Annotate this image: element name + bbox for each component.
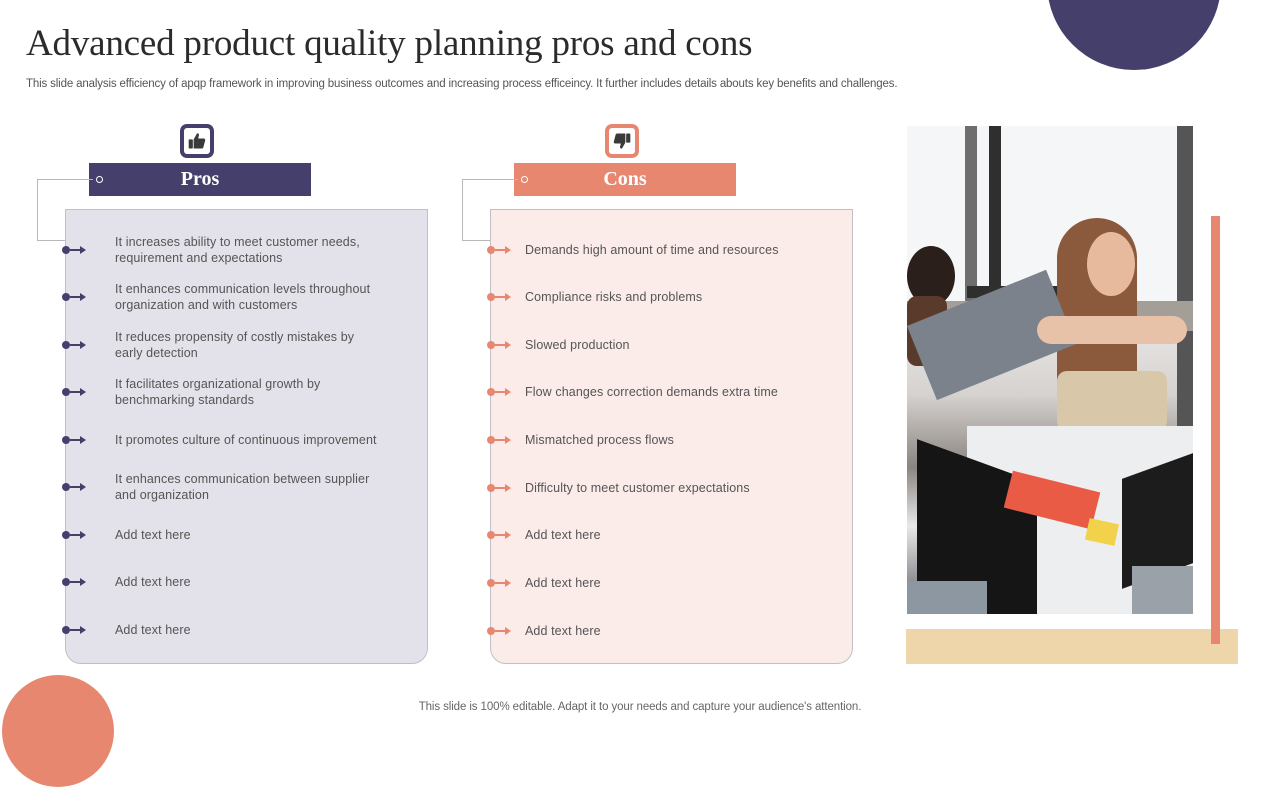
item-line-1: Add text here <box>525 576 601 590</box>
bullet-arrow-icon <box>62 293 86 301</box>
item-line-1: Mismatched process flows <box>525 433 674 447</box>
item-line-1: It reduces propensity of costly mistakes by <box>115 330 355 344</box>
bullet-arrow-icon <box>487 341 511 349</box>
cons-list-item <box>525 289 702 305</box>
sand-accent-bar <box>906 629 1238 664</box>
bullet-arrow-icon <box>62 531 86 539</box>
item-line-1: Add text here <box>115 575 191 589</box>
bullet-arrow-icon <box>487 246 511 254</box>
connector-node <box>96 176 103 183</box>
pros-icon-box <box>180 124 214 158</box>
cons-list-item <box>525 242 779 258</box>
bullet-arrow-icon <box>487 388 511 396</box>
pros-list-item <box>115 574 191 590</box>
pros-heading: Pros <box>180 168 220 190</box>
team-celebration-photo <box>907 126 1193 614</box>
bullet-arrow-icon <box>62 341 86 349</box>
decorative-circle-bottom <box>2 675 114 787</box>
bullet-arrow-icon <box>62 388 86 396</box>
slide-footer <box>0 701 1280 713</box>
cons-list-item <box>525 432 674 448</box>
cons-icon-box <box>605 124 639 158</box>
cons-list-item <box>525 623 601 639</box>
pros-header <box>89 163 311 196</box>
pros-list-item <box>115 471 369 503</box>
item-line-2: and organization <box>115 488 210 502</box>
bullet-arrow-icon <box>62 436 86 444</box>
cons-list-item <box>525 384 778 400</box>
bullet-arrow-icon <box>487 436 511 444</box>
thumbs-up-icon <box>187 131 207 151</box>
slide-subtitle: This slide analysis efficiency of apqp framework in improving business outcomes and increasing process efficeincy. It further includes details abouts key benefits and challenges. <box>26 78 898 90</box>
decorative-circle-top <box>1047 0 1221 70</box>
item-line-2: organization and with customers <box>115 298 298 312</box>
item-line-1: Add text here <box>525 624 601 638</box>
pros-list-item <box>115 234 360 266</box>
item-line-1: It facilitates organizational growth by <box>115 377 321 391</box>
item-line-1: It increases ability to meet customer needs, <box>115 235 360 249</box>
connector-node <box>521 176 528 183</box>
item-line-1: It enhances communication levels throughout <box>115 282 371 296</box>
item-line-2: requirement and expectations <box>115 251 283 265</box>
pros-list-item <box>115 527 191 543</box>
bullet-arrow-icon <box>487 627 511 635</box>
item-line-1: Difficulty to meet customer expectations <box>525 481 750 495</box>
item-line-1: It promotes culture of continuous improvement <box>115 433 377 447</box>
thumbs-down-icon <box>612 131 632 151</box>
bullet-arrow-icon <box>62 626 86 634</box>
cons-list-item <box>525 480 750 496</box>
pros-list-item <box>115 376 320 408</box>
slide-title: Advanced product quality planning pros and cons <box>26 23 753 64</box>
cons-heading: Cons <box>603 168 647 190</box>
bullet-arrow-icon <box>62 483 86 491</box>
bullet-arrow-icon <box>487 293 511 301</box>
cons-list-item <box>525 527 601 543</box>
bullet-arrow-icon <box>62 578 86 586</box>
pros-list-item <box>115 281 370 313</box>
item-line-1: Demands high amount of time and resources <box>525 243 779 257</box>
bullet-arrow-icon <box>487 579 511 587</box>
item-line-1: Add text here <box>115 623 191 637</box>
bullet-arrow-icon <box>487 484 511 492</box>
bullet-arrow-icon <box>62 246 86 254</box>
pros-list-item <box>115 329 354 361</box>
bullet-arrow-icon <box>487 531 511 539</box>
cons-list-item <box>525 575 601 591</box>
item-line-2: benchmarking standards <box>115 393 255 407</box>
pros-list-item <box>115 622 191 638</box>
cons-list-item <box>525 337 630 353</box>
item-line-1: Flow changes correction demands extra time <box>525 385 778 399</box>
pros-list-item <box>115 432 377 448</box>
footer-text: This slide is 100% editable. Adapt it to your needs and capture your audience's attention. <box>418 701 862 713</box>
item-line-2: early detection <box>115 346 198 360</box>
coral-accent-bar <box>1211 216 1220 644</box>
item-line-1: It enhances communication between supplier <box>115 472 370 486</box>
item-line-1: Slowed production <box>525 338 630 352</box>
item-line-1: Compliance risks and problems <box>525 290 703 304</box>
item-line-1: Add text here <box>525 528 601 542</box>
item-line-1: Add text here <box>115 528 191 542</box>
cons-header <box>514 163 736 196</box>
